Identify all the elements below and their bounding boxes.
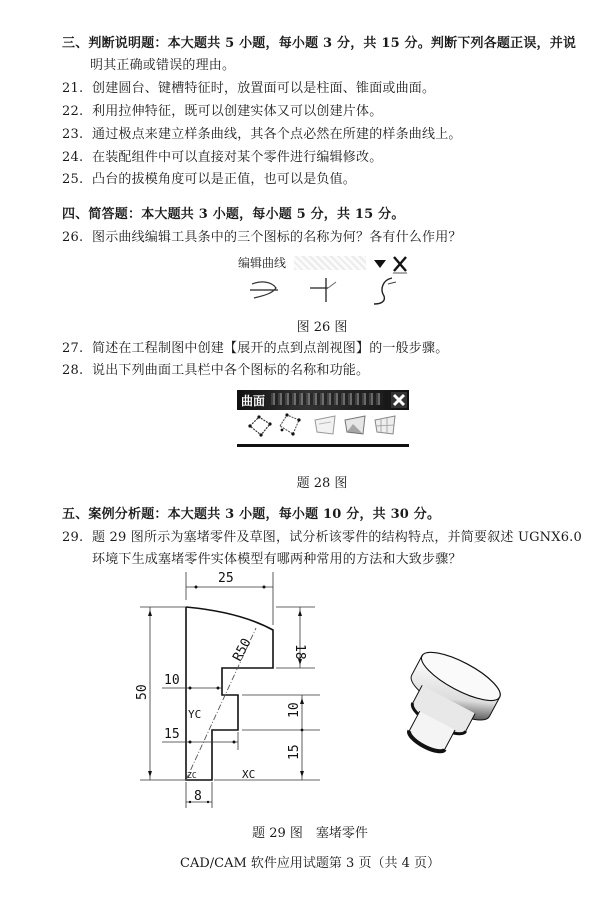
- close-x-icon: [391, 392, 407, 408]
- noise-texture: [294, 256, 366, 270]
- dim-step-width-10: 10: [164, 673, 180, 688]
- section-3-heading: 三、判断说明题：本大题共 5 小题，每小题 3 分，共 15 分。判断下列各题正误，并说: [62, 36, 577, 51]
- question-text: 利用拉伸特征，既可以创建实体又可以创建片体。: [92, 104, 383, 119]
- question-22: [62, 104, 382, 120]
- question-number: 21.: [62, 81, 84, 96]
- question-26: [62, 230, 462, 246]
- question-25: [62, 172, 356, 188]
- dim-top-width: 25: [218, 571, 234, 586]
- dim-mid-step: 10: [287, 702, 302, 718]
- question-number: 25.: [62, 172, 84, 187]
- question-number: 22.: [62, 104, 84, 119]
- section-3-heading-cont: 明其正确或错误的理由。: [90, 58, 236, 73]
- figure-29-caption: 题 29 图 塞堵零件: [252, 826, 368, 841]
- figure-26-caption: 图 26 图: [296, 320, 348, 335]
- question-29: [62, 530, 582, 546]
- figure-28-caption: 题 28 图: [296, 476, 348, 491]
- four-point-surface-icon: [247, 414, 273, 438]
- question-text: 说出下列曲面工具栏中各个图标的名称和功能。: [92, 363, 370, 378]
- dim-total-height: 50: [135, 684, 150, 700]
- figure-26-toolbar: [232, 252, 422, 308]
- question-number: 28.: [62, 363, 84, 378]
- trim-corner-icon: [308, 276, 338, 304]
- question-number: 27.: [62, 341, 84, 356]
- page-footer: CAD/CAM 软件应用试题第 3 页（共 4 页）: [180, 856, 440, 871]
- question-text: 在装配组件中可以直接对某个零件进行编辑修改。: [92, 150, 383, 165]
- dim-lower-width-15: 15: [164, 727, 180, 742]
- question-number: 29.: [62, 530, 84, 545]
- noise-texture: [271, 393, 383, 405]
- figure-29-sketch: [130, 570, 330, 810]
- question-number: 23.: [62, 127, 84, 142]
- axis-label-origin: ZC: [187, 771, 197, 780]
- question-24: [62, 150, 382, 166]
- question-text: 通过极点来建立样条曲线，其各个点必然在所建的样条曲线上。: [92, 127, 462, 142]
- toolbar-bottom-edge: [237, 444, 409, 447]
- dim-bottom-step: 15: [287, 744, 302, 760]
- question-text: 凸台的拔模角度可以是正值，也可以是负值。: [92, 172, 357, 187]
- axis-label-xc: XC: [242, 768, 256, 781]
- through-curves-surface-icon: [343, 414, 369, 438]
- divide-curve-icon: [370, 276, 400, 306]
- close-x-icon: [392, 255, 408, 273]
- question-number: 24.: [62, 150, 84, 165]
- section-5-heading: 五、案例分析题：本大题共 3 小题，每小题 10 分，共 30 分。: [62, 507, 441, 522]
- dim-radius: R50: [230, 636, 255, 664]
- triangle-down-icon: [374, 260, 386, 270]
- question-text: 创建圆台、键槽特征时，放置面可以是柱面、锥面或曲面。: [92, 81, 436, 96]
- question-number: 26.: [62, 230, 84, 245]
- part-profile: [186, 607, 273, 780]
- plug-part-3d-render: [365, 630, 515, 780]
- section-4-heading: 四、简答题：本大题共 3 小题，每小题 5 分，共 15 分。: [62, 207, 405, 222]
- question-text: 题 29 图所示为塞堵零件及草图，试分析该零件的结构特点，并简要叙述 UGNX6.0: [92, 530, 582, 545]
- dim-upper-step: 18: [292, 644, 307, 660]
- toolbar-title: 曲面: [241, 394, 266, 408]
- ruled-surface-icon: [313, 414, 339, 438]
- through-points-surface-icon: [277, 412, 303, 438]
- toolbar-title: 编辑曲线: [238, 256, 287, 270]
- question-27: [62, 341, 448, 357]
- question-text: 图示曲线编辑工具条中的三个图标的名称为何？各有什么作用？: [92, 230, 462, 245]
- dimension-lines: [140, 572, 320, 808]
- trim-curve-icon: [248, 278, 282, 304]
- question-text: 简述在工程制图中创建【展开的点到点剖视图】的一般步骤。: [92, 341, 449, 356]
- question-28: [62, 363, 369, 379]
- figure-28-toolbar: [237, 390, 409, 450]
- question-21: [62, 81, 435, 97]
- dim-base-width: 8: [194, 789, 202, 804]
- question-23: [62, 127, 462, 143]
- question-29-cont: 环境下生成塞堵零件实体模型有哪两种常用的方法和大致步骤？: [92, 552, 462, 567]
- axis-label-yc: YC: [188, 708, 202, 721]
- through-curve-mesh-icon: [373, 414, 399, 438]
